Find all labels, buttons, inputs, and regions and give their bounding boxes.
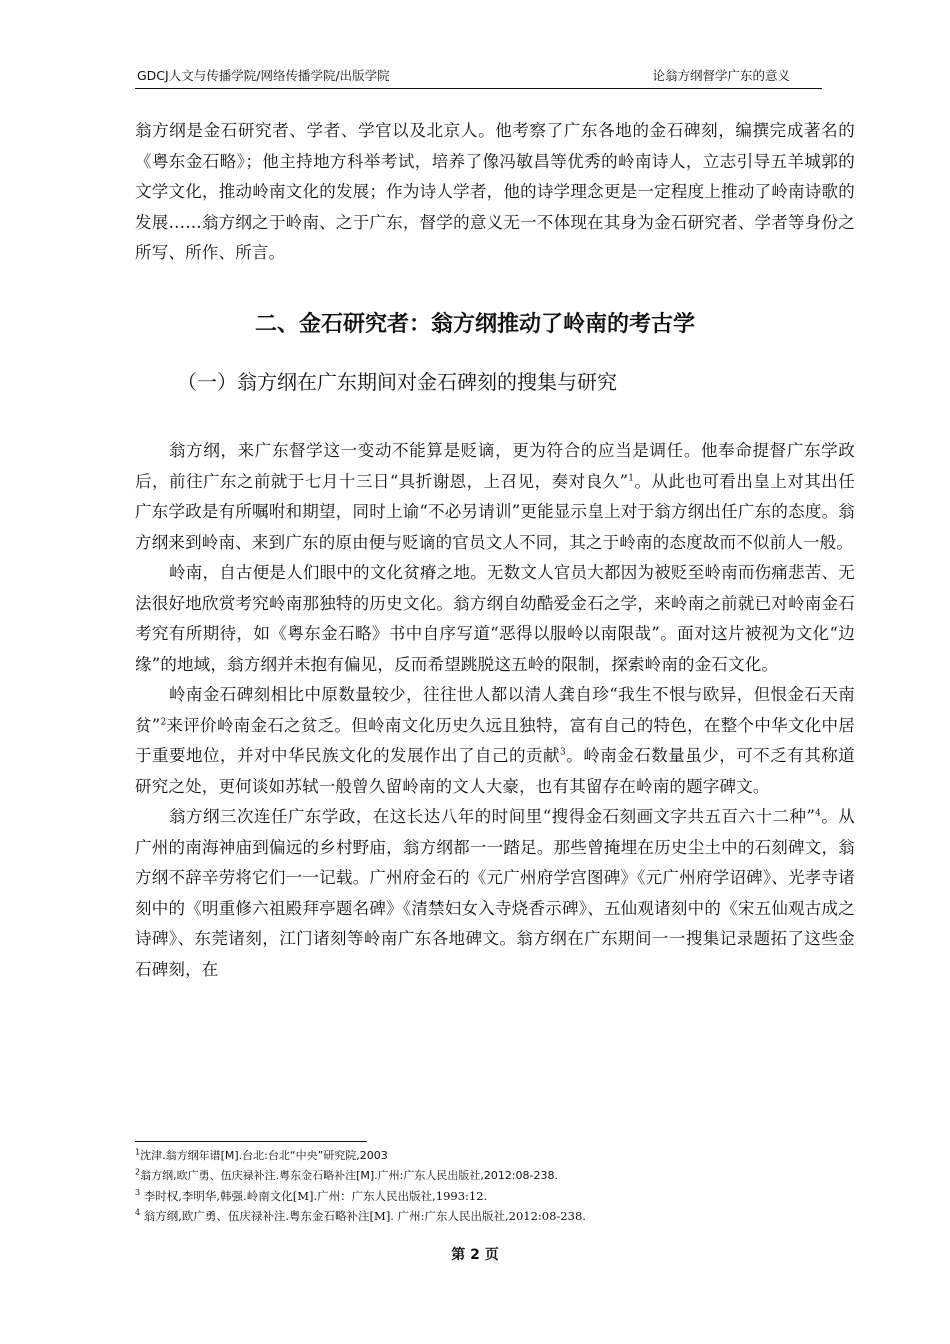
footnote-separator xyxy=(135,1141,367,1142)
paragraph-1 xyxy=(135,436,855,558)
intro-block xyxy=(135,116,855,269)
paragraph-1-text-a: 翁方纲，来广东督学这一变动不能算是贬谪，更为符合的应当是调任。他奉命提督广东学政后，前往广东之前就于七月十三日“具折谢恩，上召见，奏对良久” xyxy=(135,441,855,491)
header-institution: GDCJ人文与传播学院/网络传播学院/出版学院 xyxy=(137,68,390,83)
paragraph-1-text-b: 。从此也可看出皇上对其出任广东学政是有所嘱咐和期望，同时上谕“不必另请训”更能显示皇上对于翁方纲出任广东的态度。翁方纲来到岭南、来到广东的原由便与贬谪的官员文人不同，其之于岭南的态度故而不似前人一般。 xyxy=(135,471,855,552)
paragraph-3 xyxy=(135,680,855,802)
paragraph-2: 岭南，自古便是人们眼中的文化贫瘠之地。无数文人官员大都因为被贬至岭南而伤痛悲苦、无法很好地欣赏考究岭南那独特的历史文化。翁方纲自幼酷爱金石之学，来岭南之前就已对岭南金石考究有所期待，如《粤东金石略》书中自序写道“恶得以服岭以南限哉”。面对这片被视为文化“边缘”的地域，翁方纲并未抱有偏见，反而希望跳脱这五岭的限制，探索岭南的金石文化。 xyxy=(135,563,855,674)
footnote-ref-3: 3 xyxy=(560,747,566,758)
main-body xyxy=(135,436,855,985)
paragraph-3-text-a: 岭南金石碑刻相比中原数量较少，往往世人都以清人龚自珍“我生不恨与欧异，但恨金石天南贫” xyxy=(135,685,855,735)
footnotes xyxy=(135,1146,855,1226)
paragraph-4-text-a: 翁方纲三次连任广东学政，在这长达八年的时间里“搜得金石刻画文字共五百六十二种” xyxy=(169,807,816,826)
footnote-2 xyxy=(135,1166,855,1186)
header-title: 论翁方纲督学广东的意义 xyxy=(652,68,790,83)
footnote-1 xyxy=(135,1146,855,1166)
footnote-4 xyxy=(135,1206,855,1226)
paragraph-4 xyxy=(135,802,855,985)
footnote-text: 翁方纲,欧广勇、伍庆禄补注.粤东金石略补注[M]. 广州:广东人民出版社,2012:08-238. xyxy=(140,1209,586,1223)
paragraph-4-text-b: 。从广州的南海神庙到偏远的乡村野庙，翁方纲都一一踏足。那些曾掩埋在历史尘土中的石刻碑文，翁方纲不辞辛劳将它们一一记载。广州府金石的《元广州府学宫图碑》《元广州府学诏碑》、光孝寺诸刻中的《明重修六祖殿拜亭题名碑》《清禁妇女入寺烧香示碑》、五仙观诸刻中的《宋五仙观古成之诗碑》、东莞诸刻，江门诸刻等岭南广东各地碑文。翁方纲在广东期间一一搜集记录题拓了这些金石碑刻，在 xyxy=(135,807,856,979)
footnote-text: 翁方纲,欧广勇、伍庆禄补注.粤东金石略补注[M].广州:广东人民出版社,2012:08-238. xyxy=(140,1169,559,1182)
intro-paragraph: 翁方纲是金石研究者、学者、学官以及北京人。他考察了广东各地的金石碑刻，编撰完成著名的《粤东金石略》；他主持地方科举考试，培养了像冯敏昌等优秀的岭南诗人，立志引导五羊城郭的文学文化，推动岭南文化的发展；作为诗人学者，他的诗学理念更是一定程度上推动了岭南诗歌的发展……翁方纲之于岭南、之于广东，督学的意义无一不体现在其身为金石研究者、学者等身份之所写、所作、所言。 xyxy=(135,121,855,262)
footnote-number: 3 xyxy=(135,1188,141,1198)
footnote-ref-1: 1 xyxy=(628,473,635,483)
footnote-number: 2 xyxy=(135,1167,141,1177)
footnote-ref-4: 4 xyxy=(815,808,822,819)
footnote-number: 1 xyxy=(135,1147,141,1157)
page-header xyxy=(135,66,822,89)
footnote-ref-2: 2 xyxy=(160,717,167,727)
footnote-3 xyxy=(135,1186,855,1206)
footnote-text: 李时权,李明华,韩强.岭南文化[M].广州：广东人民出版社,1993:12. xyxy=(140,1189,488,1203)
paragraph-3-text-c: 。岭南金石数量虽少，可不乏有其称道研究之处，更何谈如苏轼一般曾久留岭南的文人大豪，也有其留存在岭南的题字碑文。 xyxy=(135,746,856,796)
section-heading: 二、金石研究者：翁方纲推动了岭南的考古学 xyxy=(254,312,695,337)
footnote-number: 4 xyxy=(135,1208,141,1218)
footnote-text: 沈津.翁方纲年谱[M].台北:台北“中央”研究院,2003 xyxy=(140,1149,388,1162)
subsection-heading: （一）翁方纲在广东期间对金石碑刻的搜集与研究 xyxy=(177,370,617,394)
page-number: 第 2 页 xyxy=(451,1247,499,1263)
paragraph-3-text-b: 来评价岭南金石之贫乏。但岭南文化历史久远且独特，富有自己的特色，在整个中华文化中居于重要地位，并对中华民族文化的发展作出了自己的贡献 xyxy=(135,715,855,765)
